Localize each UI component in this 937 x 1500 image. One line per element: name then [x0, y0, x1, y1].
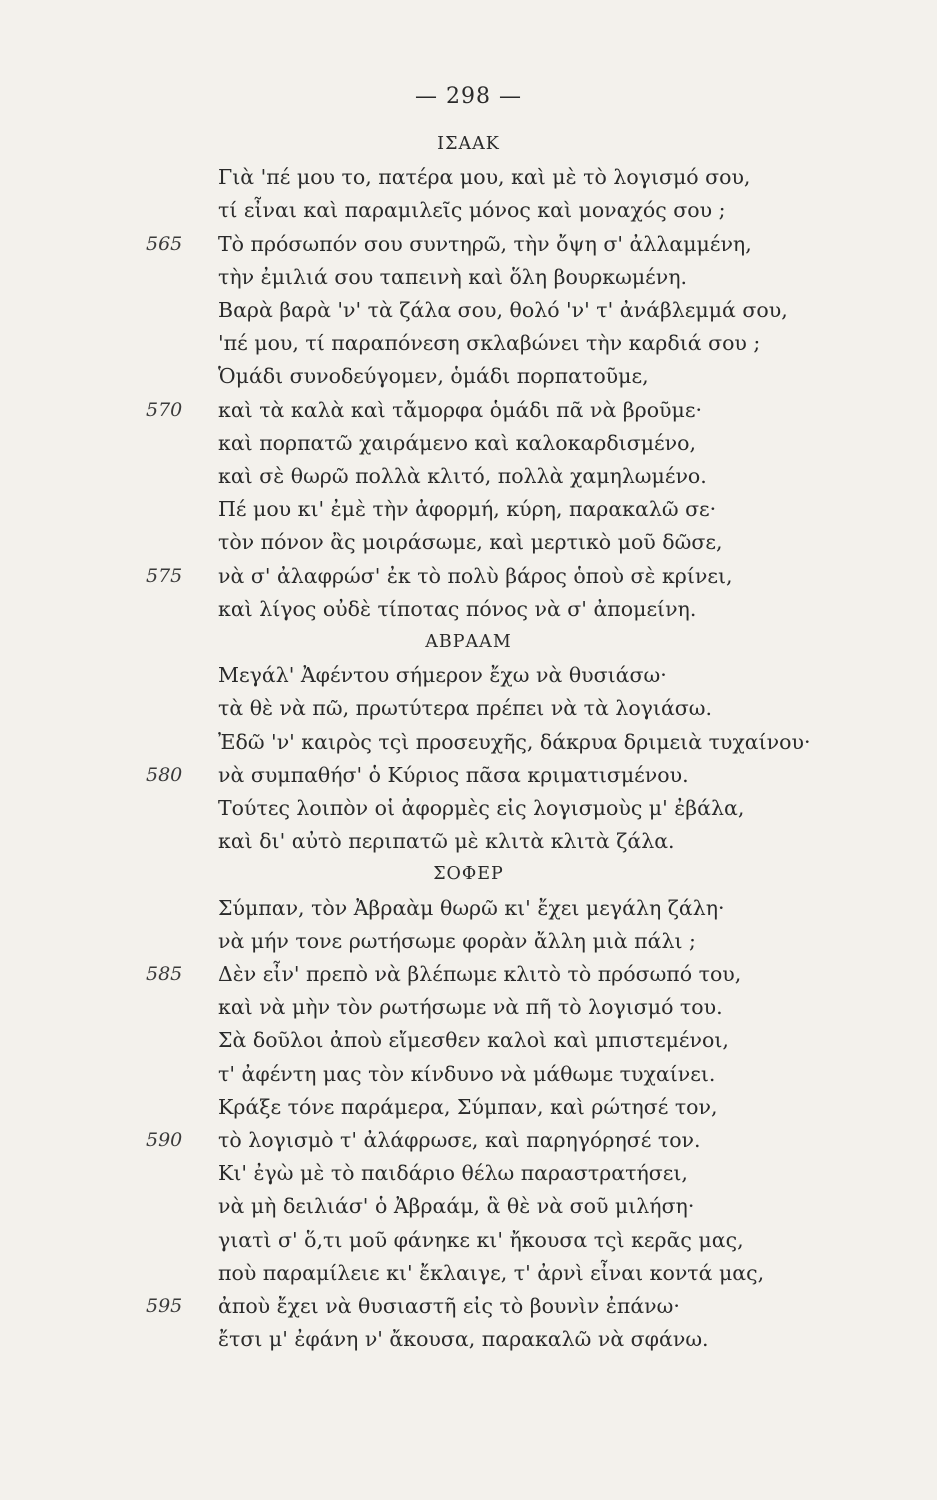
verse-text-line: ποὺ παραμίλειε κι' ἔκλαιγε, τ' ἀρνὶ εἶναι κοντά μας, [218, 1260, 765, 1285]
verse-line [0, 328, 937, 358]
verse-text-line: καὶ νὰ μὴν τὸν ρωτήσωμε νὰ πῆ τὸ λογισμό του. [218, 995, 723, 1020]
verse-line [0, 1092, 937, 1122]
line-number: 595 [146, 1295, 183, 1317]
verse-line [0, 1125, 937, 1155]
verse-text-line: Πέ μου κι' ἐμὲ τὴν ἀφορμή, κύρη, παρακαλῶ σε· [218, 497, 717, 522]
verse-line [0, 527, 937, 557]
verse-line [0, 428, 937, 458]
speaker-heading [0, 129, 937, 159]
verse-line [0, 1059, 937, 1089]
verse-text-line: τὰ θὲ νὰ πῶ, πρωτύτερα πρέπει νὰ τὰ λογιάσω. [218, 696, 713, 721]
line-number: 565 [146, 232, 183, 255]
verse-line [0, 793, 937, 823]
verse-line [0, 727, 937, 757]
verse-text-line: Μεγάλ' Ἀφέντου σήμερον ἔχω νὰ θυσιάσω· [218, 663, 667, 688]
line-number: 590 [146, 1129, 183, 1151]
verse-text-line: Ἐδῶ 'ν' καιρὸς τςὶ προσευχῆς, δάκρυα δριμειὰ τυχαίνου· [218, 729, 811, 754]
verse-line [0, 893, 937, 923]
verse-text-line: καὶ λίγος οὐδὲ τίποτας πόνος νὰ σ' ἀπομείνη. [218, 596, 697, 621]
verse-text-line: τὴν ἐμιλιά σου ταπεινὴ καὶ ὅλη βουρκωμένη. [218, 264, 688, 289]
verse-line [0, 1225, 937, 1255]
verse-line [0, 760, 937, 790]
verse-line [0, 361, 937, 391]
verse-line [0, 295, 937, 325]
verse-text-line: καὶ τὰ καλὰ καὶ τἄμορφα ὁμάδι πᾶ νὰ βροῦμε· [218, 397, 702, 422]
verse-line [0, 561, 937, 591]
verse-text-line: γιατὶ σ' ὅ,τι μοῦ φάνηκε κι' ἤκουσα τςὶ κερᾶς μας, [218, 1227, 744, 1252]
speaker-name: ΙΣΑΑΚ [437, 134, 500, 154]
verse-text-line: νὰ μὴ δειλιάσ' ὁ Ἀβραάμ, ἃ θὲ νὰ σοῦ μιλήση· [218, 1194, 695, 1219]
verse-line [0, 1291, 937, 1321]
verse-line [0, 1324, 937, 1354]
verse-text-line: Κι' ἐγὼ μὲ τὸ παιδάριο θέλω παραστρατήσει, [218, 1161, 688, 1186]
verse-line [0, 229, 937, 259]
verse-text-line: καὶ πορπατῶ χαιράμενο καὶ καλοκαρδισμένο, [218, 430, 696, 455]
speaker-name: ΣΟΦΕΡ [433, 864, 504, 885]
speaker-heading [0, 627, 937, 657]
verse-text-line: Τούτες λοιπὸν οἱ ἀφορμὲς εἰς λογισμοὺς μ' ἐβάλα, [218, 796, 745, 820]
line-number: 575 [146, 564, 183, 587]
line-number: 585 [146, 963, 183, 985]
verse-text-line: νὰ συμπαθήσ' ὁ Κύριος πᾶσα κριματισμένου. [218, 762, 689, 787]
verse-line [0, 1158, 937, 1188]
verse-text-line: Δὲν εἶν' πρεπὸ νὰ βλέπωμε κλιτὸ τὸ πρόσωπό του, [218, 962, 742, 986]
line-number: 570 [146, 398, 183, 421]
verse-text-line: ἔτσι μ' ἐφάνη ν' ἄκουσα, παρακαλῶ νὰ σφάνω. [218, 1327, 709, 1352]
line-number: 580 [146, 763, 183, 786]
verse-line [0, 195, 937, 225]
verse-text-line: νὰ σ' ἀλαφρώσ' ἐκ τὸ πολὺ βάρος ὁποὺ σὲ κρίνει, [218, 563, 733, 588]
verse-line [0, 693, 937, 723]
speaker-name: ΑΒΡΑΑΜ [425, 632, 512, 652]
verse-text-line: ἀποὺ ἔχει νὰ θυσιαστῆ εἰς τὸ βουνὶν ἐπάνω· [218, 1294, 680, 1318]
verse-text-line: Τὸ πρόσωπόν σου συντηρῶ, τὴν ὄψη σ' ἀλλαμμένη, [218, 231, 752, 256]
verse-text-line: 'πέ μου, τί παραπόνεση σκλαβώνει τὴν καρδιά σου ; [218, 331, 761, 356]
verse-text-line: τὸν πόνον ἂς μοιράσωμε, καὶ μερτικὸ μοῦ δῶσε, [218, 530, 723, 555]
verse-line [0, 262, 937, 292]
verse-text-line: καὶ σὲ θωρῶ πολλὰ κλιτό, πολλὰ χαμηλωμένο. [218, 464, 707, 488]
verse-line [0, 395, 937, 425]
verse-text-line: τ' ἀφέντη μας τὸν κίνδυνο νὰ μάθωμε τυχαίνει. [218, 1061, 716, 1086]
verse-line [0, 494, 937, 524]
verse-text-line: Σὰ δοῦλοι ἀποὺ εἴμεσθεν καλοὶ καὶ μπιστεμένοι, [218, 1028, 729, 1053]
verse-text-line: Βαρὰ βαρὰ 'ν' τὰ ζάλα σου, θολό 'ν' τ' ἀνάβλεμμά σου, [218, 298, 788, 322]
verse-text-line: τί εἶναι καὶ παραμιλεῖς μόνος καὶ μοναχός σου ; [218, 198, 726, 223]
page-number: — 298 — [415, 84, 522, 109]
verse-line [0, 1258, 937, 1288]
verse-line [0, 594, 937, 624]
verse-text-line: καὶ δι' αὐτὸ περιπατῶ μὲ κλιτὰ κλιτὰ ζάλα. [218, 829, 675, 854]
verse-text-line: νὰ μήν τονε ρωτήσωμε φορὰν ἄλλη μιὰ πάλι ; [218, 928, 696, 953]
verse-text-line: τὸ λογισμὸ τ' ἀλάφρωσε, καὶ παρηγόρησέ τον. [218, 1128, 701, 1152]
verse-line [0, 461, 937, 491]
verse-line [0, 1025, 937, 1055]
speaker-heading [0, 859, 937, 889]
verse-text-line: Σύμπαν, τὸν Ἀβραὰμ θωρῶ κι' ἔχει μεγάλη ζάλη· [218, 895, 725, 920]
verse-text-line: Ὁμάδι συνοδεύγομεν, ὁμάδι πορπατοῦμε, [218, 364, 649, 389]
verse-line [0, 992, 937, 1022]
verse-line [0, 1191, 937, 1221]
verse-text-line: Γιὰ 'πέ μου το, πατέρα μου, καὶ μὲ τὸ λογισμό σου, [218, 165, 751, 190]
verse-line [0, 660, 937, 690]
verse-line [0, 826, 937, 856]
verse-text-line: Κράξε τόνε παράμερα, Σύμπαν, καὶ ρώτησέ τον, [218, 1094, 718, 1119]
verse-line [0, 162, 937, 192]
verse-line [0, 926, 937, 956]
verse-line [0, 959, 937, 989]
